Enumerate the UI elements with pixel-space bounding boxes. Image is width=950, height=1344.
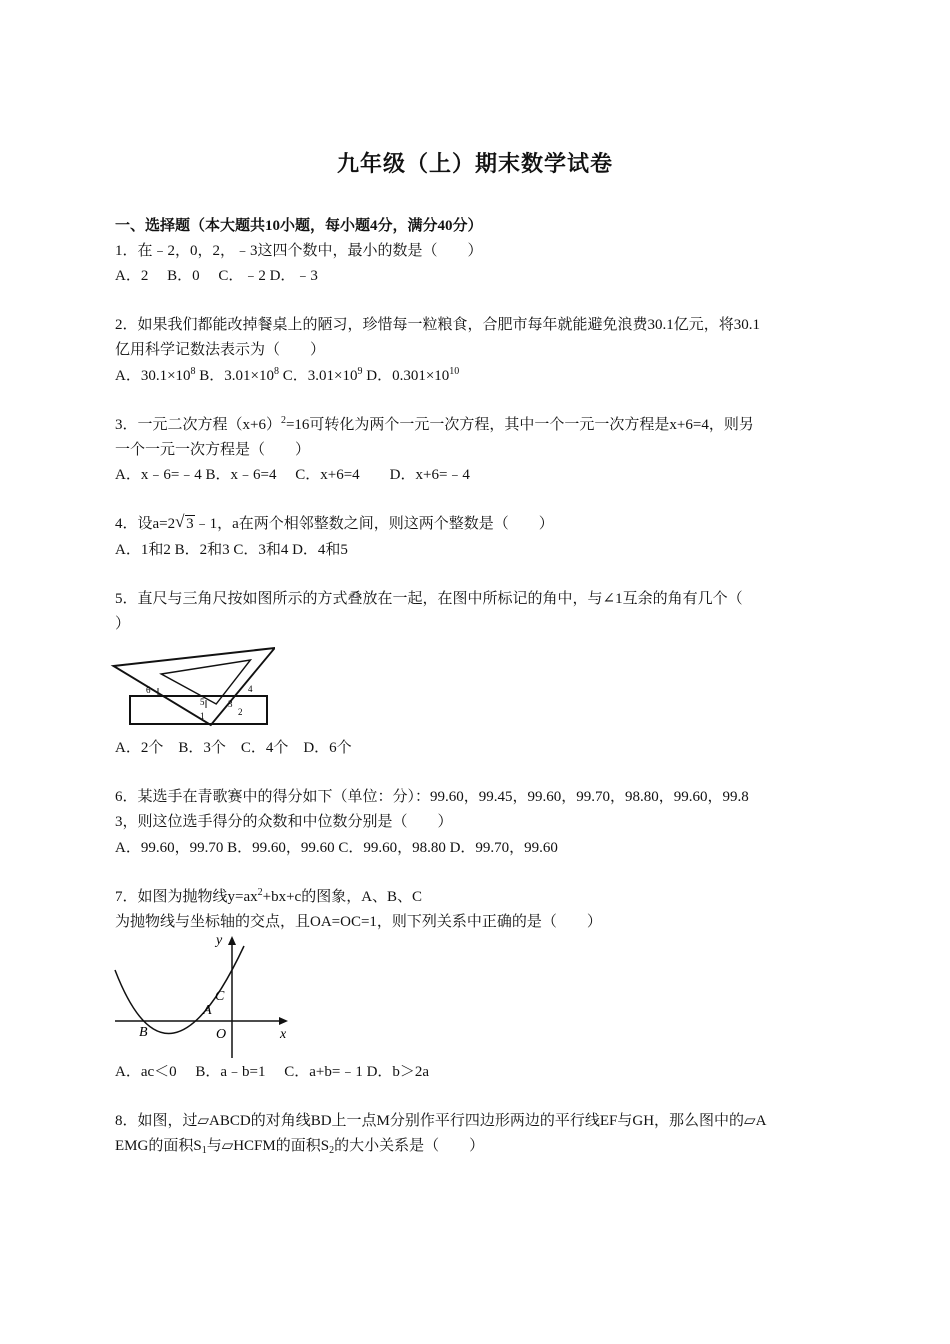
point-label-b: B	[139, 1025, 148, 1040]
exponent: 8	[274, 366, 280, 377]
exponent: 10	[449, 366, 460, 377]
question-2-options	[115, 366, 459, 386]
question-4-options: A．1和2 B．2和3 C．3和4 D．4和5	[115, 542, 348, 558]
exponent: 9	[357, 366, 363, 377]
stem-part: 4．设a=2	[115, 516, 176, 532]
x-axis-label: x	[280, 1027, 287, 1042]
question-3-options: A．x﹣6=﹣4 B．x﹣6=4 C．x+6=4 D．x+6=﹣4	[115, 467, 470, 483]
question-1-stem: 1．在﹣2，0，2，﹣3这四个数中，最小的数是（ ）	[115, 243, 483, 259]
option-c: C．3.01×10	[279, 368, 358, 384]
question-5-stem-line2: ）	[115, 616, 131, 632]
angle-label-5: 5	[200, 697, 205, 707]
question-7-stem-line1	[115, 887, 422, 907]
stem-part: 的大小关系是（ ）	[334, 1138, 485, 1154]
stem-part: 与▱HCFM的面积S	[206, 1138, 330, 1154]
question-7-stem-line2: 为抛物线与坐标轴的交点，且OA=OC=1，则下列关系中正确的是（ ）	[115, 914, 602, 930]
exponent: 8	[190, 366, 196, 377]
question-6-stem-line2: 3，则这位选手得分的众数和中位数分别是（ ）	[115, 814, 453, 830]
ruler-shape	[130, 696, 267, 724]
exponent: 2	[257, 887, 263, 898]
square-root	[175, 514, 195, 534]
stem-part: 7．如图为抛物线y=ax	[115, 889, 258, 905]
option-a: A．30.1×10	[115, 368, 191, 384]
question-1-options: A．2 B．0 C．﹣2 D．﹣3	[115, 268, 318, 284]
stem-part: 3．一元二次方程（x+6）	[115, 417, 281, 433]
angle-label-4: 4	[248, 684, 253, 694]
point-label-a: A	[203, 1003, 212, 1018]
triangle-inner	[161, 660, 250, 704]
angle-label-6: 6	[146, 685, 151, 695]
stem-part: EMG的面积S	[115, 1138, 202, 1154]
question-3-stem-line2: 一个一元一次方程是（ ）	[115, 442, 311, 458]
stem-part: =16可转化为两个一元一次方程，其中一个一元一次方程是x+6=4，则另	[285, 417, 754, 433]
ruler-triangle-figure	[110, 644, 275, 728]
option-d: D．0.301×10	[362, 368, 450, 384]
exponent: 2	[280, 415, 286, 426]
point-label-c: C	[215, 989, 225, 1004]
question-8-stem-line1: 8．如图，过▱ABCD的对角线BD上一点M分别作平行四边形两边的平行线EF与GH，那么图中的▱A	[115, 1113, 767, 1129]
subscript: 1	[201, 1145, 207, 1156]
x-axis-arrow-icon	[279, 1017, 288, 1025]
section-heading: 一、选择题（本大题共10小题，每小题4分，满分40分）	[115, 218, 483, 234]
question-2-stem-line1: 2．如果我们都能改掉餐桌上的陋习，珍惜每一粒粮食，合肥市每年就能避免浪费30.1亿元，将30.1	[115, 317, 761, 333]
question-7-options: A．ac＜0 B．a﹣b=1 C．a+b=﹣1 D．b＞2a	[115, 1064, 430, 1080]
page-title: 九年级（上）期末数学试卷	[336, 151, 613, 176]
question-2-stem-line2: 亿用科学记数法表示为（ ）	[115, 342, 326, 358]
angle-label-1: 1	[200, 711, 205, 721]
question-3-stem-line1	[115, 415, 754, 435]
question-6-stem-line1: 6．某选手在青歌赛中的得分如下（单位：分）：99.60，99.45，99.60，99.70，98.80，99.60，99.8	[115, 789, 749, 805]
origin-label: O	[216, 1027, 227, 1042]
question-6-options: A．99.60，99.70 B．99.60，99.60 C．99.60，98.80 D．99.70，99.60	[115, 840, 558, 856]
stem-part: ﹣1，a在两个相邻整数之间，则这两个整数是（ ）	[194, 516, 554, 532]
y-axis-label: y	[216, 933, 223, 948]
question-5-stem-line1: 5．直尺与三角尺按如图所示的方式叠放在一起，在图中所标记的角中，与∠1互余的角有几个（	[115, 591, 743, 607]
parabola-figure	[110, 928, 295, 1063]
option-b: B．3.01×10	[195, 368, 275, 384]
radicand: 3	[186, 516, 194, 532]
radical-icon: √	[175, 512, 185, 531]
subscript: 2	[329, 1145, 335, 1156]
stem-part: +bx+c的图象，A、B、C	[262, 889, 423, 905]
angle-label-3: 3	[228, 699, 233, 709]
angle-label-2: 2	[238, 707, 243, 717]
y-axis-arrow-icon	[228, 936, 236, 945]
question-5-options: A．2个 B．3个 C．4个 D．6个	[115, 740, 352, 756]
question-4-stem	[115, 514, 554, 534]
question-8-stem-line2	[115, 1136, 484, 1156]
